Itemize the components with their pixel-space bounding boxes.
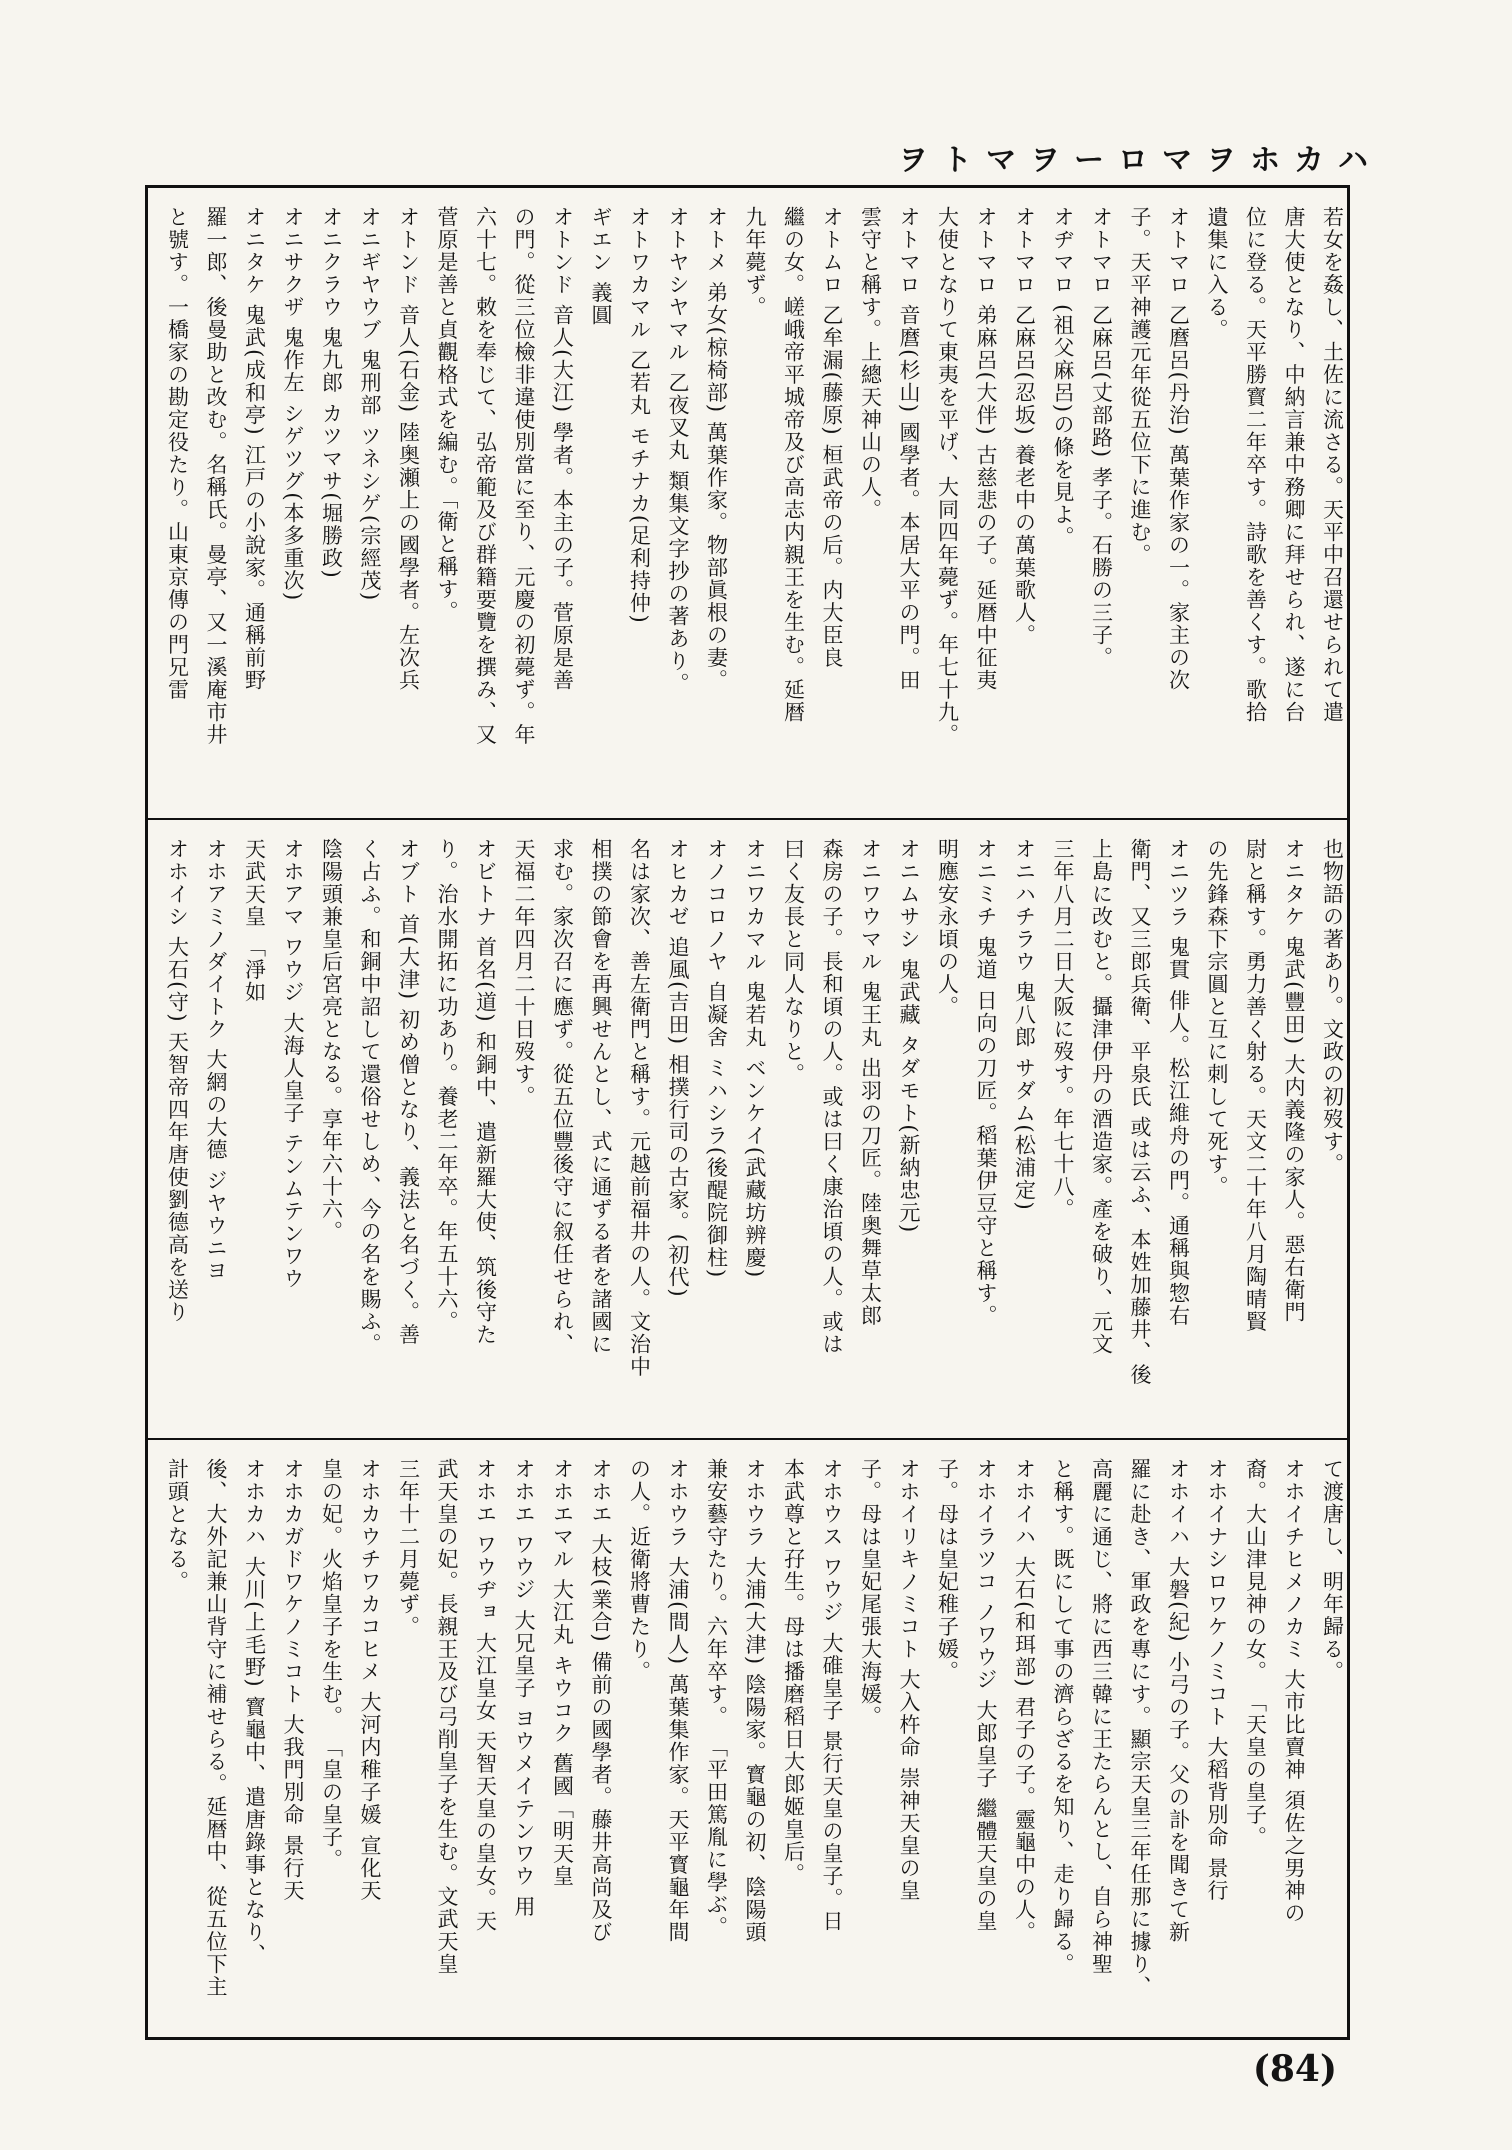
text-column: 計頭となる。	[165, 1458, 190, 1593]
text-column: オホイシ 大石(守) 天智帝四年唐使劉德高を送り	[165, 838, 190, 1324]
text-column: オホカガドワケノミコト 大我門別命 景行天	[281, 1458, 305, 1902]
text-column: オホイチヒメノカミ 大市比賣神 須佐之男神の	[1282, 1458, 1306, 1925]
text-column: オトムロ 乙牟漏(藤原) 桓武帝の后。内大臣良	[820, 206, 844, 670]
text-column: 高麗に通じ、將に西三韓に王たらんとし、自ら神聖	[1089, 1458, 1114, 1976]
text-column: 羅一郎、後曼助と改む。名稱氏。曼亭、又一溪庵市井	[204, 206, 228, 746]
text-column: り。治水開拓に功あり。養老二年卒。年五十六。	[435, 838, 459, 1333]
text-column: 子。母は皇妃稚子媛。	[935, 1458, 960, 1683]
text-column: ギエン 義圓	[589, 206, 613, 327]
text-column: 陰陽頭兼皇后宮亮となる。享年六十六。	[319, 838, 344, 1243]
text-column: オホイハ 大石(和珥部) 君子の子。靈龜中の人。	[1012, 1458, 1037, 1944]
text-column: オホエ ワウジ 大兄皇子 ヨウメイテンワウ 用	[512, 1458, 536, 1919]
text-column: の先鋒森下宗圓と互に刺して死す。	[1205, 838, 1229, 1198]
text-column: オトマロ 乙麻呂(丈部路) 孝子。石勝の三子。	[1089, 206, 1114, 670]
text-column: 雲守と稱す。上總天神山の人。	[858, 206, 883, 521]
tier-bottom	[148, 1440, 1347, 2037]
text-column: オトンド 音人(大江) 學者。本主の子。菅原是善	[550, 206, 575, 692]
text-column: 後、大外記兼山背守に補せらる。延暦中、從五位下主	[204, 1458, 228, 1998]
text-column: 上島に改むと。攝津伊丹の酒造家。產を破り、元文	[1089, 838, 1114, 1356]
text-column: の人。近衛將曹たり。	[627, 1458, 652, 1683]
text-column: オホエマル 大江丸 キウコク 舊國「明天皇	[550, 1458, 575, 1888]
text-column: 森房の子。長和頃の人。或は曰く康治頃の人。或は	[820, 838, 844, 1356]
text-column: 菅原是善と貞觀格式を編む。「衛と稱す。	[435, 206, 459, 623]
text-column: 三年八月二日大阪に歿す。年七十八。	[1051, 838, 1075, 1221]
text-column: オトマロ 音麿(杉山) 國學者。本居大平の門。田	[897, 206, 921, 692]
text-column: オトマロ 乙麿呂(丹治) 萬葉作家の一。家主の次	[1166, 206, 1191, 692]
text-column: 遺集に入る。	[1205, 206, 1229, 341]
text-column: て渡唐し、明年歸る。	[1320, 1458, 1345, 1683]
text-column: 兼安藝守たり。六年卒す。 「平田篤胤に學ぶ。	[704, 1458, 729, 1939]
text-column: 尉と稱す。勇力善く射る。天文二十年八月陶晴賢	[1243, 838, 1268, 1333]
text-column: オホアマ ワウジ 大海人皇子 テンムテンワウ	[281, 838, 305, 1291]
tier-middle	[148, 820, 1347, 1440]
text-column: オニハチラウ 鬼八郎 サダム(松浦定)	[1012, 838, 1037, 1212]
text-column: オニツラ 鬼貫 俳人。松江維舟の門。通稱與惣右	[1166, 838, 1191, 1327]
text-column: オニクラウ 鬼九郎 カツマサ(堀勝政)	[319, 206, 344, 580]
text-column: オトマロ 乙麻呂(忍坂) 養老中の萬葉歌人。	[1012, 206, 1037, 647]
text-column: 若女を姦し、土佐に流さる。天平中召還せられて遣	[1320, 206, 1345, 724]
text-column: オヂマロ (祖父麻呂)の條を見よ。	[1051, 206, 1075, 549]
text-column: く占ふ。和銅中詔して還俗せしめ、今の名を賜ふ。	[358, 838, 382, 1356]
text-column: オホイハ 大磐(紀) 小弓の子。父の訃を聞きて新	[1166, 1458, 1191, 1944]
text-column: オニミチ 鬼道 日向の刀匠。稻葉伊豆守と稱す。	[974, 838, 998, 1327]
text-column: オホウラ 大浦(大津) 陰陽家。寳龜の初、陰陽頭	[743, 1458, 767, 1944]
text-column: オホイリキノミコト 大入杵命 崇神天皇の皇	[897, 1458, 921, 1902]
text-column: オヒカゼ 追風(吉田) 相撲行司の古家。(初代)	[666, 838, 690, 1299]
text-column: オニワウマル 鬼王丸 出羽の刀匠。陸奥舞草太郎	[858, 838, 883, 1327]
text-column: オニサクザ 鬼作左 シゲツグ(本多重次)	[281, 206, 305, 602]
text-column: オホアミノダイトク 大網の大德 ジヤウニヨ	[204, 838, 228, 1282]
text-column: オニムサシ 鬼武藏 タダモト(新納忠元)	[897, 838, 921, 1234]
text-column: 曰く友長と同人なりと。	[781, 838, 806, 1086]
text-column: オニワカマル 鬼若丸 ベンケイ(武藏坊辨慶)	[743, 838, 767, 1279]
text-column: 也物語の著あり。文政の初歿す。	[1320, 838, 1345, 1176]
text-column: オビトナ 首名(道) 和銅中、遣新羅大使、筑後守た	[473, 838, 498, 1347]
text-column: 子。母は皇妃尾張大海媛。	[858, 1458, 883, 1728]
text-column: 明應安永頃の人。	[935, 838, 960, 1018]
text-column: オホウラ 大浦(間人) 萬葉集作家。天平寳龜年間	[666, 1458, 690, 1944]
text-column: オホエ 大枝(業合) 備前の國學者。藤井高尚及び	[589, 1458, 613, 1944]
text-column: 三年十二月薨ず。	[396, 1458, 421, 1638]
text-column: オニタケ 鬼武(豐田) 大内義隆の家人。惡右衛門	[1282, 838, 1306, 1324]
text-column: オホイナシロワケノミコト 大稻背別命 景行	[1205, 1458, 1229, 1902]
text-column: オホエ ワウヂョ 大江皇女 天智天皇の皇女。天	[473, 1458, 498, 1933]
text-column: 天福二年四月二十日歿す。	[512, 838, 536, 1108]
text-column: の門。從三位檢非違使別當に至り、元慶の初薨ず。年	[512, 206, 536, 746]
tier-middle-columns	[148, 820, 1347, 1438]
page-number: (84)	[1252, 2048, 1337, 2090]
text-column: オトヤシヤマル 乙夜叉丸 類集文字抄の著あり。	[666, 206, 690, 695]
text-column: オブト 首(大津) 初め僧となり、義法と名づく。善	[396, 838, 421, 1347]
text-column: 皇の妃。火焰皇子を生む。 「皇の皇子。	[319, 1458, 344, 1872]
text-column: 九年薨ず。	[743, 206, 767, 319]
running-head: ヲトマヲーロマヲホカハ	[898, 143, 1382, 178]
page-frame	[145, 185, 1350, 2040]
text-column: 武天皇の妃。長親王及び弓削皇子を生む。文武天皇	[435, 1458, 459, 1976]
text-column: オトワカマル 乙若丸 モチナカ(足利持仲)	[627, 206, 652, 625]
text-column: オノコロノヤ 自凝舍 ミハシラ(後醍院御柱)	[704, 838, 729, 1279]
text-column: 本武尊と孖生。母は播磨稻日大郎姬皇后。	[781, 1458, 806, 1886]
text-column: 子。天平神護元年從五位下に進む。	[1128, 206, 1152, 566]
text-column: 位に登る。天平勝寳二年卒す。詩歌を善くす。歌拾	[1243, 206, 1268, 724]
text-column: オニギヤウブ 鬼刑部 ツネシゲ(宗經茂)	[358, 206, 382, 602]
text-column: オトマロ 弟麻呂(大伴) 古慈悲の子。延暦中征夷	[974, 206, 998, 692]
text-column: 名は家次、善左衛門と稱す。元越前福井の人。文治中	[627, 838, 652, 1378]
text-column: オトメ 弟女(椋椅部) 萬葉作家。物部眞根の妻。	[704, 206, 729, 692]
text-column: 求む。家次召に應ず。從五位豐後守に叙任せられ、	[550, 838, 575, 1356]
text-column: と號す。一橋家の勘定役たり。山東京傳の門兄雷	[165, 206, 190, 701]
text-column: オホカウチワカコヒメ 大河内稚子媛 宣化天	[358, 1458, 382, 1902]
tier-bottom-columns	[148, 1440, 1347, 2037]
text-column: オホカハ 大川(上毛野) 寳龜中、遣唐錄事となり、	[242, 1458, 267, 1967]
text-column: 六十七。敕を奉じて、弘帝範及び群籍要覽を撰み、又	[473, 206, 498, 746]
text-column: 天武天皇 「淨如	[242, 838, 267, 1004]
text-column: オトンド 音人(石金) 陸奥瀬上の國學者。左次兵	[396, 206, 421, 692]
text-column: 大使となりて東夷を平げ、大同四年薨ず。年七十九。	[935, 206, 960, 746]
text-column: オホイラツコ ノワウジ 大郎皇子 繼體天皇の皇	[974, 1458, 998, 1933]
text-column: オホウス ワウジ 大碓皇子 景行天皇の皇子。日	[820, 1458, 844, 1933]
tier-top-columns	[148, 188, 1347, 818]
text-column: 相撲の節會を再興せんとし、式に通ずる者を諸國に	[589, 838, 613, 1356]
text-column: と稱す。既にして事の濟らざるを知り、走り歸る。	[1051, 1458, 1075, 1976]
text-column: 裔。大山津見神の女。 「天皇の皇子。	[1243, 1458, 1268, 1849]
text-column: 唐大使となり、中納言兼中務卿に拜せられ、遂に台	[1282, 206, 1306, 724]
tier-top	[148, 188, 1347, 820]
text-column: 繼の女。嵯峨帝平城帝及び高志内親王を生む。延暦	[781, 206, 806, 724]
text-column: オニタケ 鬼武(成和亭) 江戸の小說家。通稱前野	[242, 206, 267, 692]
text-column: 衛門、又三郎兵衛、平泉氏 或は云ふ、本姓加藤井、後	[1128, 838, 1152, 1387]
text-column: 羅に赴き、軍政を專にす。顯宗天皇三年任那に據り、	[1128, 1458, 1152, 1998]
